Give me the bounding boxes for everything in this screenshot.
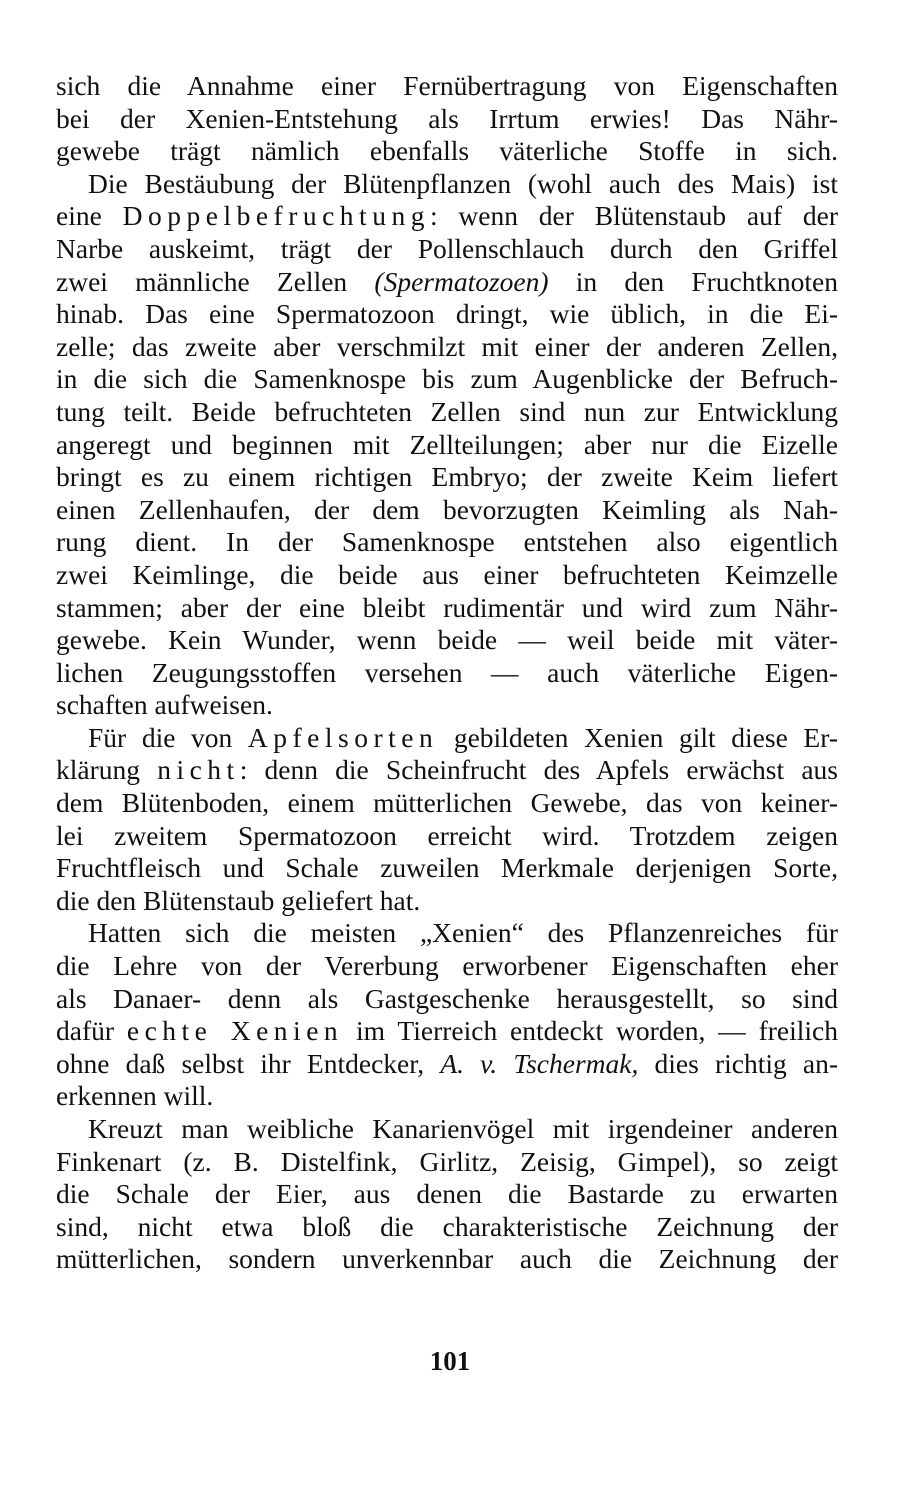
text-line [56, 200, 838, 233]
text-line: die den Blütenstaub geliefert hat. [56, 884, 421, 916]
text-line [56, 1015, 838, 1048]
page-number: 101 [429, 1346, 471, 1376]
text-run: dafür [56, 1015, 127, 1047]
text-run: eine [56, 200, 123, 232]
text-line: die Lehre von der Vererbung erworbener Eigenschaften eher [56, 950, 838, 982]
italic-term: (Spermatozoen) [374, 265, 549, 297]
body-text [56, 70, 838, 1276]
text-line: bei der Xenien-Entstehung als Irrtum erwies! Das Nähr- [56, 102, 838, 134]
text-line [56, 722, 838, 755]
text-line: mütterlichen, sondern unverkennbar auch die Zeichnung der [56, 1243, 838, 1275]
text-line: zwei Keimlinge, die beide aus einer befruchteten Keimzelle [56, 558, 838, 590]
text-line: gewebe trägt nämlich ebenfalls väterliche Stoffe in sich. [56, 135, 838, 167]
text-line: in die sich die Samenknospe bis zum Augenblicke der Befruch- [56, 363, 838, 395]
text-line: angeregt und beginnen mit Zellteilungen; aber nur die Eizelle [56, 428, 838, 460]
spaced-emphasis: Apfelsorten [247, 721, 439, 753]
spaced-emphasis: nicht [157, 754, 240, 786]
spaced-emphasis: Doppelbefruchtung [122, 200, 430, 232]
text-run: in den Fruchtknoten [548, 265, 838, 297]
spaced-emphasis: echte Xenien [126, 1015, 344, 1047]
text-run: : wenn der Blütenstaub auf der [429, 200, 838, 232]
text-line: die Schale der Eier, aus denen die Bastarde zu erwarten [56, 1178, 838, 1210]
text-line: schaften aufweisen. [56, 689, 273, 721]
text-line: als Danaer- denn als Gastgeschenke herausgestellt, so sind [56, 982, 838, 1014]
text-run: zwei männliche Zellen [56, 265, 375, 297]
text-run: gebildeten Xenien gilt diese Er- [438, 721, 838, 753]
text-line: hinab. Das eine Spermatozoon dringt, wie üblich, in die Ei- [56, 298, 838, 330]
text-line [56, 1048, 838, 1081]
text-line: stammen; aber der eine bleibt rudimentär und wird zum Nähr- [56, 591, 838, 623]
text-line: tung teilt. Beide befruchteten Zellen sind nun zur Entwicklung [56, 395, 838, 427]
text-line: lei zweitem Spermatozoon erreicht wird. Trotzdem zeigen [56, 819, 838, 851]
text-line: Hatten sich die meisten „Xenien“ des Pflanzenreiches für [88, 917, 838, 949]
text-run: klärung [56, 754, 158, 786]
text-run: im Tierreich entdeckt worden, — freilich [343, 1015, 838, 1047]
text-line: Narbe auskeimt, trägt der Pollenschlauch durch den Griffel [56, 232, 838, 264]
text-run: Für die von [88, 721, 248, 753]
text-run: : denn die Scheinfrucht des Apfels erwächst aus [239, 754, 838, 786]
text-line [56, 754, 838, 787]
text-run: Die Bestäubung der Blütenpflanzen (wohl auch des Mais) ist [88, 167, 838, 199]
text-line: erkennen will. [56, 1080, 214, 1112]
text-line: sind, nicht etwa bloß die charakteristische Zeichnung der [56, 1210, 838, 1242]
text-line: dem Blütenboden, einem mütterlichen Gewebe, das von keiner- [56, 787, 838, 819]
text-run: dies richtig an- [638, 1047, 838, 1079]
text-line [56, 168, 838, 201]
italic-name: A. v. Tschermak, [440, 1047, 639, 1079]
text-line: rung dient. In der Samenknospe entstehen also eigentlich [56, 526, 838, 558]
text-line: zelle; das zweite aber verschmilzt mit einer der anderen Zellen, [56, 330, 838, 362]
text-line: Fruchtfleisch und Schale zuweilen Merkmale derjenigen Sorte, [56, 852, 838, 884]
text-run: ohne daß selbst ihr Entdecker, [56, 1047, 441, 1079]
text-line: gewebe. Kein Wunder, wenn beide — weil beide mit väter- [56, 624, 838, 656]
text-line: Kreuzt man weibliche Kanarienvögel mit irgendeiner anderen [88, 1113, 838, 1144]
text-line: Finkenart (z. B. Distelfink, Girlitz, Zeisig, Gimpel), so zeigt [56, 1145, 838, 1177]
text-line [56, 266, 838, 299]
text-line: einen Zellenhaufen, der dem bevorzugten Keimling als Nah- [56, 493, 838, 525]
text-line: bringt es zu einem richtigen Embryo; der zweite Keim liefert [56, 461, 838, 493]
text-line: sich die Annahme einer Fernübertragung von Eigenschaften [56, 70, 838, 101]
text-line: lichen Zeugungsstoffen versehen — auch väterliche Eigen- [56, 656, 838, 688]
